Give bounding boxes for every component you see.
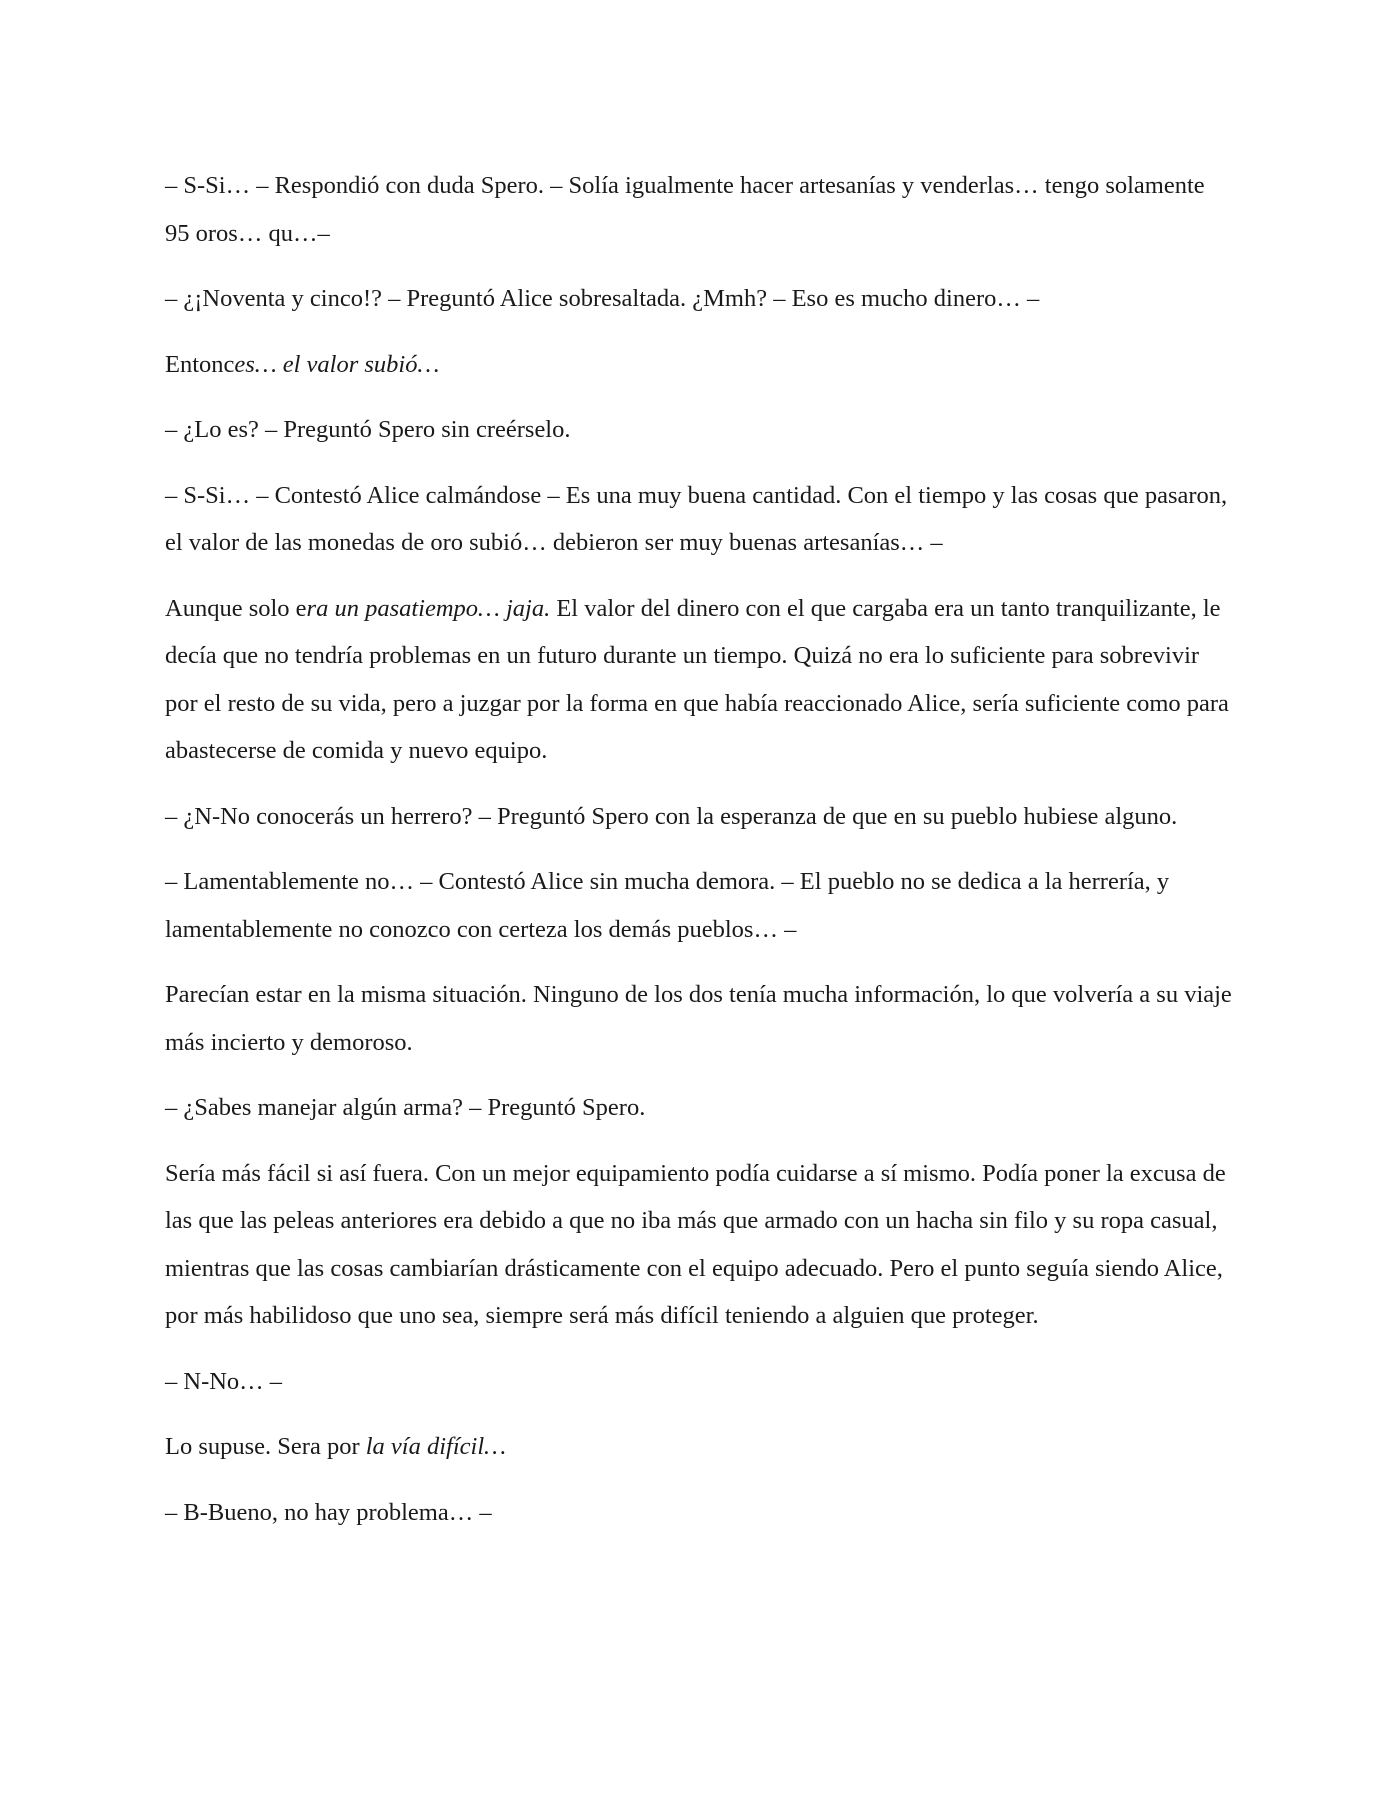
document-page: [165, 162, 1235, 1554]
text-run: Lo supuse. Sera por: [165, 1433, 366, 1460]
text-run: – ¿N-No conocerás un herrero? – Preguntó Spero con la esperanza de que en su pueblo hubiese alguno.: [165, 802, 1178, 830]
paragraph: [165, 1358, 1235, 1406]
paragraph: [165, 1423, 1235, 1471]
paragraph: [165, 793, 1235, 841]
text-run: – S-Si… – Contestó Alice calmándose – Es una muy buena cantidad. Con el tiempo y las cosas que pasaron, el valor de las monedas de oro subió… debieron ser muy buenas artesanías… –: [165, 481, 1228, 556]
paragraph: [165, 472, 1235, 567]
text-run: – N-No… –: [165, 1367, 283, 1395]
paragraph: [165, 971, 1235, 1066]
paragraph: [165, 1489, 1235, 1537]
paragraph: [165, 275, 1235, 323]
text-run: El valor del dinero con el que cargaba era un tanto tranquilizante, le decía que no tendría problemas en un futuro durante un tiempo. Quizá no era lo suficiente para sobrevivir por el resto de su vida, pero a juzgar por la forma en que había reaccionado Alice, sería suficiente como para abastecerse de comida y nuevo equipo.: [165, 594, 1229, 764]
paragraph: [165, 341, 1235, 389]
paragraph: [165, 1150, 1235, 1340]
italic-text: es… el valor subió…: [234, 350, 440, 378]
text-run: Aunque solo e: [165, 594, 307, 622]
italic-text: la vía difícil…: [365, 1433, 506, 1460]
paragraph: [165, 858, 1235, 953]
text-run: – ¿Sabes manejar algún arma? – Preguntó Spero.: [165, 1094, 646, 1121]
paragraph: [165, 406, 1235, 454]
text-run: – Lamentablemente no… – Contestó Alice sin mucha demora. – El pueblo no se dedica a la herrería, y lamentablemente no conozco con certeza los demás pueblos… –: [165, 868, 1170, 943]
text-run: – ¿¡Noventa y cinco!? – Preguntó Alice sobresaltada. ¿Mmh? – Eso es mucho dinero… –: [165, 285, 1040, 312]
text-run: Parecían estar en la misma situación. Ninguno de los dos tenía mucha información, lo que volvería a su viaje más incierto y demoroso.: [165, 981, 1232, 1056]
text-run: – ¿Lo es? – Preguntó Spero sin creérselo.: [165, 416, 571, 443]
text-run: – S-Si… – Respondió con duda Spero. – Solía igualmente hacer artesanías y venderlas… tengo solamente 95 oros… qu…–: [165, 172, 1205, 247]
paragraph: [165, 1084, 1235, 1132]
text-run: Sería más fácil si así fuera. Con un mejor equipamiento podía cuidarse a sí mismo. Podía poner la excusa de las que las peleas anteriores era debido a que no iba más que armado con un hacha sin filo y su ropa casual, mientras que las cosas cambiarían drásticamente con el equipo adecuado. Pero el punto seguía siendo Alice, por más habilidoso que uno sea, siempre será más difícil teniendo a alguien que proteger.: [165, 1159, 1226, 1329]
paragraph: [165, 162, 1235, 257]
text-run: – B-Bueno, no hay problema… –: [165, 1498, 492, 1526]
paragraph: [165, 585, 1235, 775]
italic-text: ra un pasatiempo… jaja.: [306, 594, 551, 622]
text-run: Entonc: [165, 350, 235, 378]
